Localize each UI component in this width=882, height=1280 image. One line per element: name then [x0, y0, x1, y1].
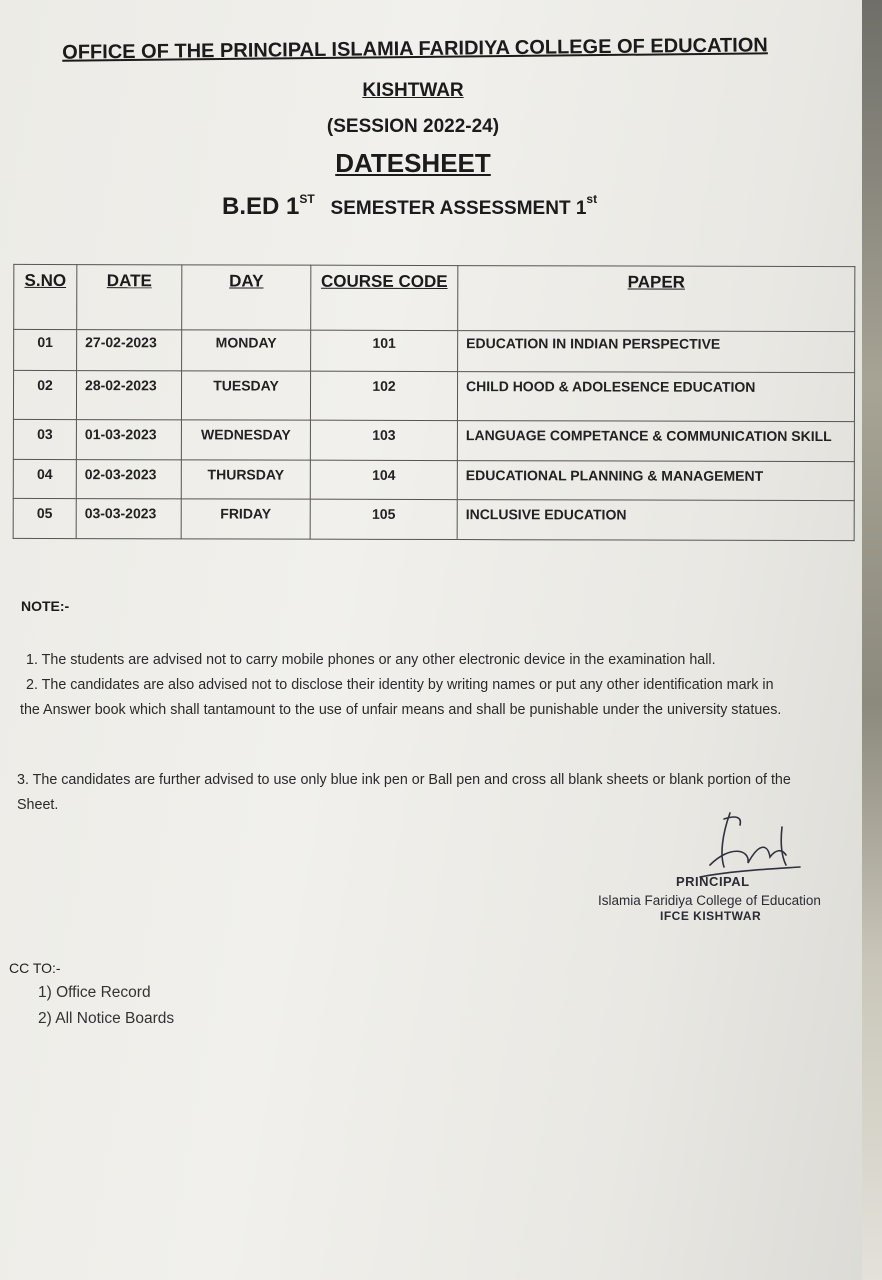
cell-date: 28-02-2023	[76, 371, 181, 420]
cell-day: MONDAY	[182, 330, 311, 371]
stamp-code: IFCE KISHTWAR	[660, 909, 762, 923]
cell-sno: 04	[13, 459, 76, 498]
cc-label: CC TO:-	[9, 960, 61, 976]
cell-code: 103	[310, 420, 457, 460]
cell-sno: 02	[13, 370, 76, 419]
header-sno: S.NO	[14, 264, 77, 329]
background-edge	[862, 0, 882, 1280]
course-sup: ST	[299, 191, 315, 206]
note-item-1: 1. The students are advised not to carry mobile phones or any other electronic device in the examination hall.	[26, 652, 716, 668]
table-row	[13, 419, 854, 461]
cell-code: 101	[311, 330, 458, 371]
course-heading	[222, 193, 622, 221]
assessment-sup: st	[586, 191, 598, 206]
cell-sno: 05	[13, 498, 76, 538]
cell-code: 102	[310, 371, 457, 420]
place-heading: KISHTWAR	[362, 80, 464, 101]
cell-paper: EDUCATIONAL PLANNING & MANAGEMENT	[457, 461, 854, 501]
cell-sno: 03	[13, 419, 76, 459]
cell-day: THURSDAY	[181, 460, 310, 499]
datesheet-table	[13, 264, 856, 541]
course-prefix: B.ED 1	[222, 193, 300, 220]
table-header-row	[14, 264, 855, 331]
table-row	[13, 498, 854, 540]
session-heading: (SESSION 2022-24)	[326, 116, 500, 137]
table-row	[14, 329, 855, 372]
principal-stamp	[598, 866, 848, 936]
stamp-title: PRINCIPAL	[676, 874, 750, 889]
cell-day: TUESDAY	[181, 371, 310, 420]
cell-day: WEDNESDAY	[181, 420, 310, 460]
header-day: DAY	[182, 265, 311, 330]
cell-paper: EDUCATION IN INDIAN PERSPECTIVE	[458, 331, 855, 373]
cc-item-notice-boards: 2) All Notice Boards	[38, 1010, 175, 1027]
cc-item-office-record: 1) Office Record	[38, 984, 151, 1001]
cell-paper: CHILD HOOD & ADOLESENCE EDUCATION	[457, 372, 854, 422]
cell-code: 105	[310, 499, 457, 539]
note-item-2: 2. The candidates are also advised not to disclose their identity by writing names or put any other identification mark in the Answer book which shall tantamount to the use of unfair means and shall be punishable under the university statues.	[20, 677, 782, 718]
header-course-code: COURSE CODE	[311, 265, 458, 330]
assessment-label: SEMESTER ASSESSMENT 1	[330, 198, 587, 219]
stamp-college: Islamia Faridiya College of Education	[598, 893, 821, 908]
note-item-3: 3. The candidates are further advised to use only blue ink pen or Ball pen and cross all blank sheets or blank portion of the Sheet.	[17, 772, 791, 813]
datesheet-title: DATESHEET	[335, 148, 491, 178]
cell-date: 03-03-2023	[76, 499, 181, 539]
table-row	[13, 370, 854, 421]
table-row	[13, 459, 854, 500]
cell-date: 27-02-2023	[77, 330, 182, 371]
cell-day: FRIDAY	[181, 499, 310, 539]
cell-paper: INCLUSIVE EDUCATION	[457, 500, 854, 541]
office-heading: OFFICE OF THE PRINCIPAL ISLAMIA FARIDIYA COLLEGE OF EDUCATION	[62, 34, 768, 64]
cell-sno: 01	[14, 329, 77, 370]
cell-date: 01-03-2023	[76, 420, 181, 460]
header-paper: PAPER	[458, 266, 855, 332]
cell-code: 104	[310, 460, 457, 499]
note-label: NOTE:-	[21, 598, 70, 614]
header-date: DATE	[77, 265, 182, 330]
cell-date: 02-03-2023	[76, 460, 181, 499]
cell-paper: LANGUAGE COMPETANCE & COMMUNICATION SKILL	[457, 421, 854, 462]
